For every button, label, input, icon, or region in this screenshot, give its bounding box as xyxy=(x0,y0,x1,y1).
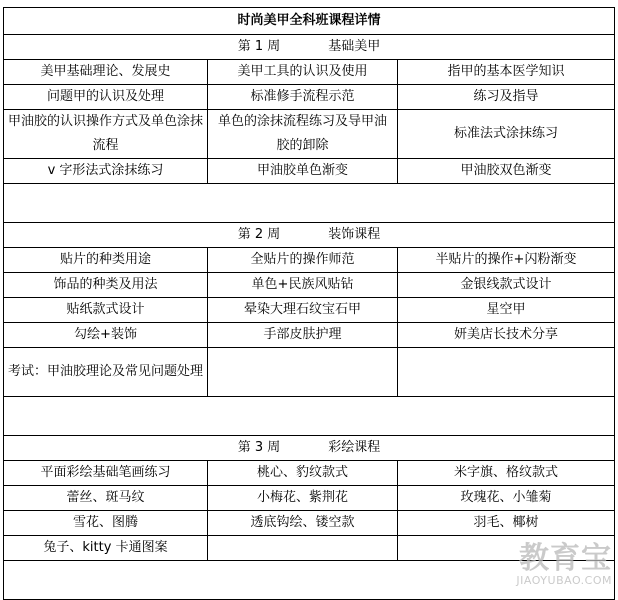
week-2-label: 第 2 周 xyxy=(237,227,281,242)
week-1-label: 第 1 周 xyxy=(237,39,281,54)
course-cell: 甲油胶单色渐变 xyxy=(208,159,398,184)
spacer-row xyxy=(4,561,615,600)
table-title: 时尚美甲全科班课程详情 xyxy=(4,8,615,35)
course-cell: 标准法式涂抹练习 xyxy=(398,110,615,159)
table-row xyxy=(4,348,615,397)
table-row xyxy=(4,323,615,348)
course-cell: 甲油胶双色渐变 xyxy=(398,159,615,184)
course-cell: 全贴片的操作师范 xyxy=(208,248,398,273)
week-2-topic: 装饰课程 xyxy=(328,227,381,242)
course-cell: 贴片的种类用途 xyxy=(4,248,208,273)
course-cell: 小梅花、紫荆花 xyxy=(208,486,398,511)
course-cell xyxy=(398,536,615,561)
course-cell: 星空甲 xyxy=(398,298,615,323)
course-cell: 蕾丝、斑马纹 xyxy=(4,486,208,511)
course-cell: 单色的涂抹流程练习及导甲油胶的卸除 xyxy=(208,110,398,159)
course-cell: 兔子、kitty 卡通图案 xyxy=(4,536,208,561)
table-row xyxy=(4,298,615,323)
course-cell: 雪花、图腾 xyxy=(4,511,208,536)
spacer-row xyxy=(4,184,615,223)
course-cell xyxy=(208,536,398,561)
course-cell: 桃心、豹纹款式 xyxy=(208,461,398,486)
table-row xyxy=(4,273,615,298)
course-cell: 金银线款式设计 xyxy=(398,273,615,298)
course-cell xyxy=(208,348,398,397)
table-row xyxy=(4,536,615,561)
course-cell: 练习及指导 xyxy=(398,85,615,110)
week-1-header xyxy=(4,35,615,60)
course-cell: 手部皮肤护理 xyxy=(208,323,398,348)
course-cell: 玫瑰花、小雏菊 xyxy=(398,486,615,511)
course-cell: 米字旗、格纹款式 xyxy=(398,461,615,486)
week-2-header xyxy=(4,223,615,248)
course-cell: 单色+民族风贴钻 xyxy=(208,273,398,298)
course-cell: 贴纸款式设计 xyxy=(4,298,208,323)
table-row xyxy=(4,461,615,486)
watermark-cn: 教育宝 xyxy=(519,541,612,576)
course-cell: 平面彩绘基础笔画练习 xyxy=(4,461,208,486)
course-cell: 指甲的基本医学知识 xyxy=(398,60,615,85)
course-cell: 饰品的种类及用法 xyxy=(4,273,208,298)
table-row xyxy=(4,159,615,184)
table-row xyxy=(4,486,615,511)
course-cell: 勾绘+装饰 xyxy=(4,323,208,348)
table-row xyxy=(4,511,615,536)
spacer-row xyxy=(4,397,615,436)
course-cell: 甲油胶的认识操作方式及单色涂抹流程 xyxy=(4,110,208,159)
course-cell: 透底钩绘、镂空款 xyxy=(208,511,398,536)
table-row xyxy=(4,248,615,273)
course-cell: 问题甲的认识及处理 xyxy=(4,85,208,110)
course-cell: 妍美店长技术分享 xyxy=(398,323,615,348)
week-3-header xyxy=(4,436,615,461)
table-row xyxy=(4,110,615,159)
week-3-topic: 彩绘课程 xyxy=(328,440,381,455)
course-cell xyxy=(398,348,615,397)
course-cell: 考试：甲油胶理论及常见问题处理 xyxy=(4,348,208,397)
course-cell: 羽毛、椰树 xyxy=(398,511,615,536)
course-cell: 美甲基础理论、发展史 xyxy=(4,60,208,85)
week-1-topic: 基础美甲 xyxy=(328,39,381,54)
week-3-label: 第 3 周 xyxy=(237,440,281,455)
course-cell: 标准修手流程示范 xyxy=(208,85,398,110)
watermark-en: JIAOYUBAO.COM xyxy=(516,574,612,587)
course-cell: 半贴片的操作+闪粉渐变 xyxy=(398,248,615,273)
table-row xyxy=(4,85,615,110)
course-cell: 晕染大理石纹宝石甲 xyxy=(208,298,398,323)
course-cell: 美甲工具的认识及使用 xyxy=(208,60,398,85)
course-table xyxy=(3,7,615,600)
course-cell: v 字形法式涂抹练习 xyxy=(4,159,208,184)
table-row xyxy=(4,60,615,85)
